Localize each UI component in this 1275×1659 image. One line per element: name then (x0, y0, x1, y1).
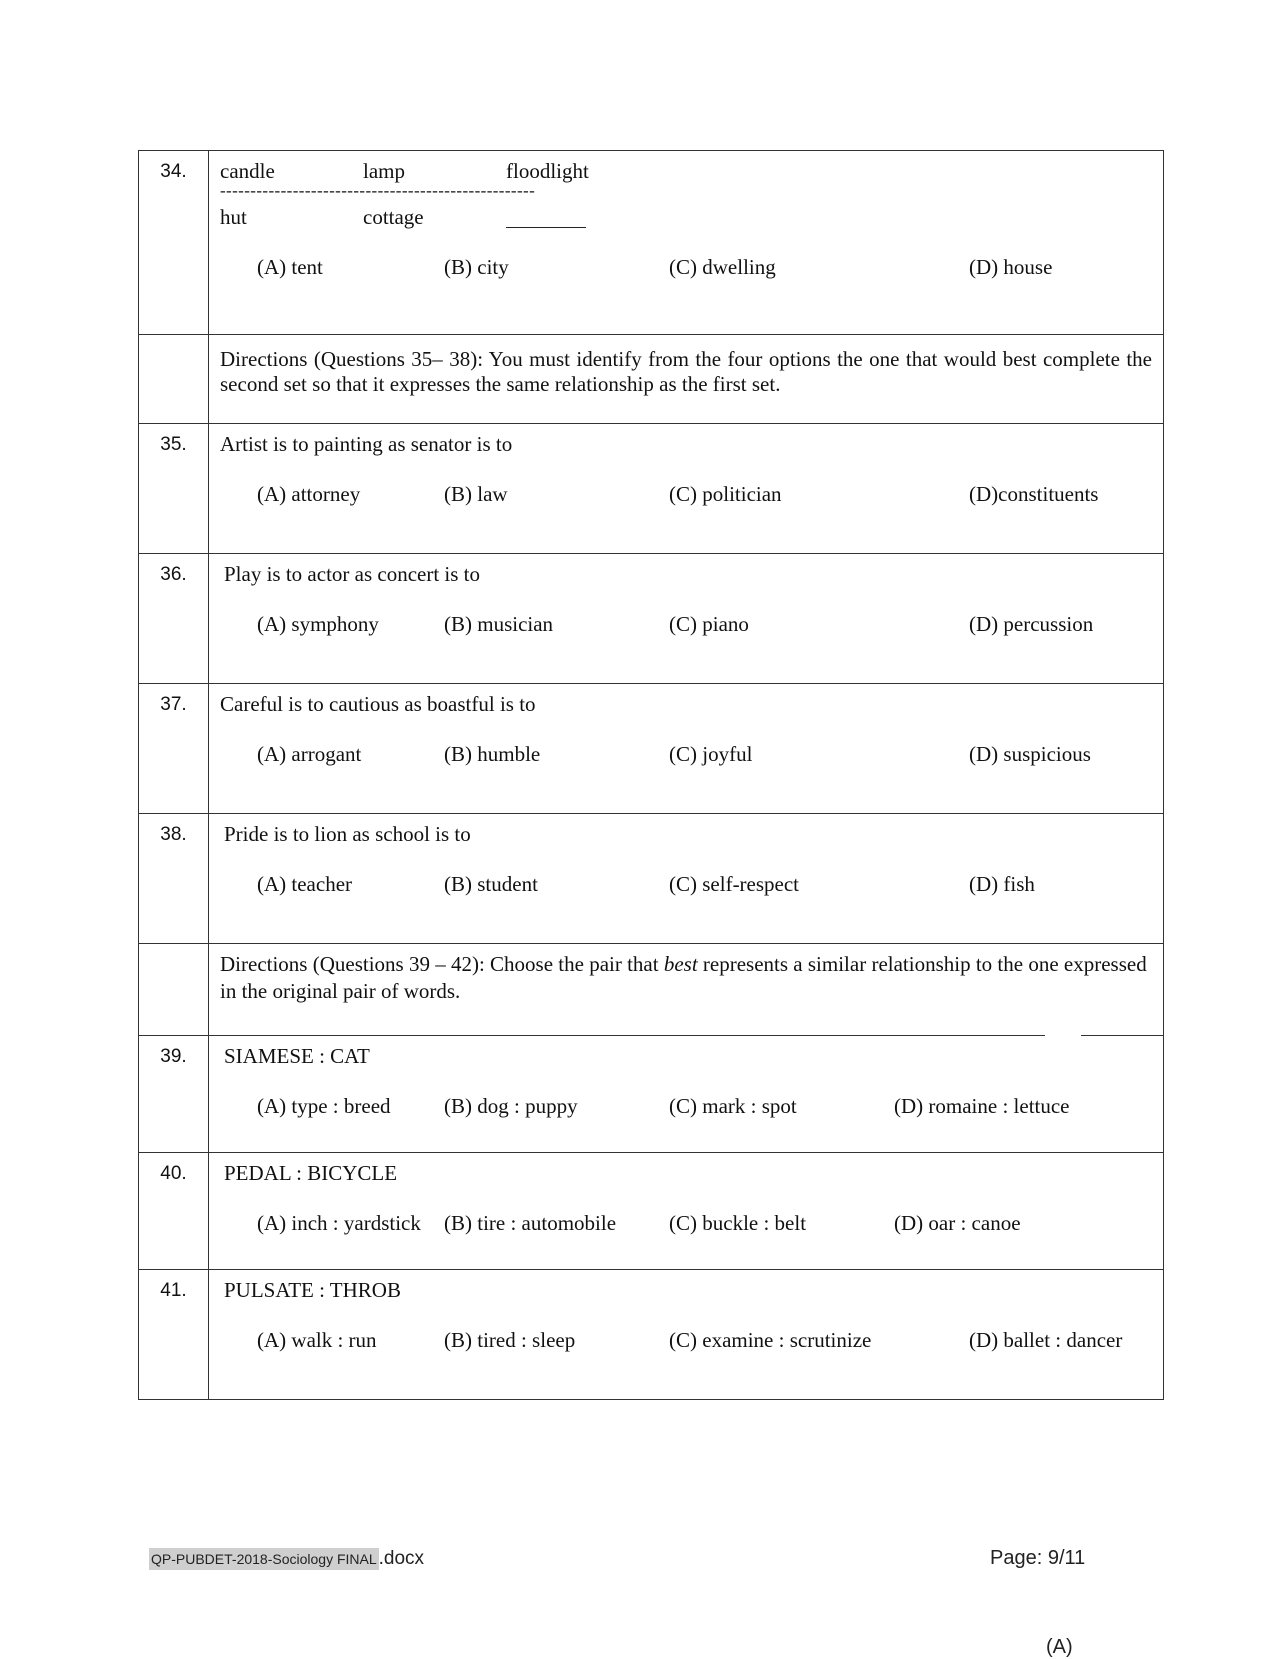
question-37-row (139, 684, 1164, 814)
option-a[interactable]: (A) attorney (257, 482, 361, 506)
question-stem: Careful is to cautious as boastful is to (220, 692, 536, 716)
option-c[interactable]: (C) joyful (669, 742, 753, 766)
question-stem: Play is to actor as concert is to (224, 562, 481, 586)
option-b[interactable]: (B) musician (444, 612, 554, 636)
directions-row-1 (139, 335, 1164, 424)
directions-emphasis: best (663, 952, 698, 976)
footer-filename (149, 1548, 424, 1570)
directions-text-start: Directions (Questions 39 – 42): Choose the pair that (220, 952, 664, 976)
option-c[interactable]: (C) self-respect (669, 872, 800, 896)
option-a[interactable]: (A) tent (257, 255, 323, 279)
option-b[interactable]: (B) student (444, 872, 538, 896)
question-number: 41. (139, 1270, 209, 1400)
question-number: 34. (139, 151, 209, 335)
question-34-body (209, 151, 1164, 335)
option-d[interactable]: (D)constituents (969, 482, 1099, 506)
option-b[interactable]: (B) dog : puppy (444, 1094, 578, 1118)
question-34-row (139, 151, 1164, 335)
question-stem: Artist is to painting as senator is to (220, 432, 513, 456)
option-b[interactable]: (B) tired : sleep (444, 1328, 576, 1352)
option-b[interactable]: (B) tire : automobile (444, 1211, 617, 1235)
question-40-body (209, 1153, 1164, 1270)
options-row (220, 1093, 1152, 1119)
options-row (220, 611, 1152, 637)
series-term: cottage (363, 205, 424, 229)
question-table (138, 150, 1164, 1400)
option-a[interactable]: (A) symphony (257, 612, 379, 636)
directions-row-2 (139, 944, 1164, 1036)
option-d[interactable]: (D) percussion (969, 612, 1094, 636)
question-41-body (209, 1270, 1164, 1400)
series-term: hut (220, 205, 247, 229)
question-38-row (139, 814, 1164, 944)
option-c[interactable]: (C) dwelling (669, 255, 776, 279)
series-row-2 (220, 205, 1152, 235)
option-a[interactable]: (A) type : breed (257, 1094, 391, 1118)
question-37-body (209, 684, 1164, 814)
option-d[interactable]: (D) ballet : dancer (969, 1328, 1123, 1352)
question-number: 36. (139, 554, 209, 684)
series-row-1 (220, 159, 1152, 187)
series-term: candle (220, 159, 275, 183)
option-d[interactable]: (D) oar : canoe (894, 1211, 1021, 1235)
question-36-row (139, 554, 1164, 684)
question-39-row (139, 1036, 1164, 1153)
options-row (220, 1327, 1152, 1353)
empty-number-cell (139, 335, 209, 424)
option-c[interactable]: (C) buckle : belt (669, 1211, 807, 1235)
option-c[interactable]: (C) piano (669, 612, 749, 636)
option-b[interactable]: (B) humble (444, 742, 541, 766)
question-number: 35. (139, 424, 209, 554)
option-d[interactable]: (D) fish (969, 872, 1035, 896)
question-35-row (139, 424, 1164, 554)
file-extension: .docx (378, 1548, 425, 1569)
option-d[interactable]: (D) suspicious (969, 742, 1091, 766)
dashed-separator: ---------------------------------------------------- (220, 181, 536, 200)
options-row (220, 254, 1152, 280)
series-term: lamp (363, 159, 405, 183)
question-stem: PULSATE : THROB (224, 1278, 401, 1302)
options-row (220, 741, 1152, 767)
paper-set-label: (A) (1046, 1636, 1073, 1658)
page-number: Page: 9/11 (990, 1547, 1086, 1569)
option-b[interactable]: (B) law (444, 482, 508, 506)
question-39-body (209, 1036, 1164, 1153)
question-41-row (139, 1270, 1164, 1400)
options-row (220, 871, 1152, 897)
directions-text-end: represents a similar relationship to the one expressed in the original pair of words. (220, 952, 1147, 1003)
question-36-body (209, 554, 1164, 684)
question-stem: PEDAL : BICYCLE (224, 1161, 398, 1185)
option-c[interactable]: (C) politician (669, 482, 782, 506)
options-row (220, 1210, 1152, 1236)
option-a[interactable]: (A) arrogant (257, 742, 362, 766)
option-d[interactable]: (D) house (969, 255, 1053, 279)
option-c[interactable]: (C) mark : spot (669, 1094, 797, 1118)
option-c[interactable]: (C) examine : scrutinize (669, 1328, 872, 1352)
option-b[interactable]: (B) city (444, 255, 509, 279)
option-a[interactable]: (A) walk : run (257, 1328, 377, 1352)
question-38-body (209, 814, 1164, 944)
question-stem: Pride is to lion as school is to (224, 822, 471, 846)
question-number: 40. (139, 1153, 209, 1270)
options-row (220, 481, 1152, 507)
series-term: floodlight (506, 159, 589, 183)
filename-highlight: QP-PUBDET-2018-Sociology FINAL (149, 1548, 379, 1570)
empty-number-cell (139, 944, 209, 1036)
option-a[interactable]: (A) teacher (257, 872, 353, 896)
question-number: 37. (139, 684, 209, 814)
option-a[interactable]: (A) inch : yardstick (257, 1211, 421, 1235)
option-d[interactable]: (D) romaine : lettuce (894, 1094, 1070, 1118)
directions-text: Directions (Questions 35– 38): You must identify from the four options the one that would best complete the second set so that it expresses the same relationship as the first set. (220, 347, 1152, 396)
question-stem: SIAMESE : CAT (224, 1044, 370, 1068)
question-35-body (209, 424, 1164, 554)
directions-text (220, 951, 1152, 1005)
question-number: 38. (139, 814, 209, 944)
directions-cell (209, 944, 1164, 1036)
question-number: 39. (139, 1036, 209, 1153)
directions-cell (209, 335, 1164, 424)
question-40-row (139, 1153, 1164, 1270)
